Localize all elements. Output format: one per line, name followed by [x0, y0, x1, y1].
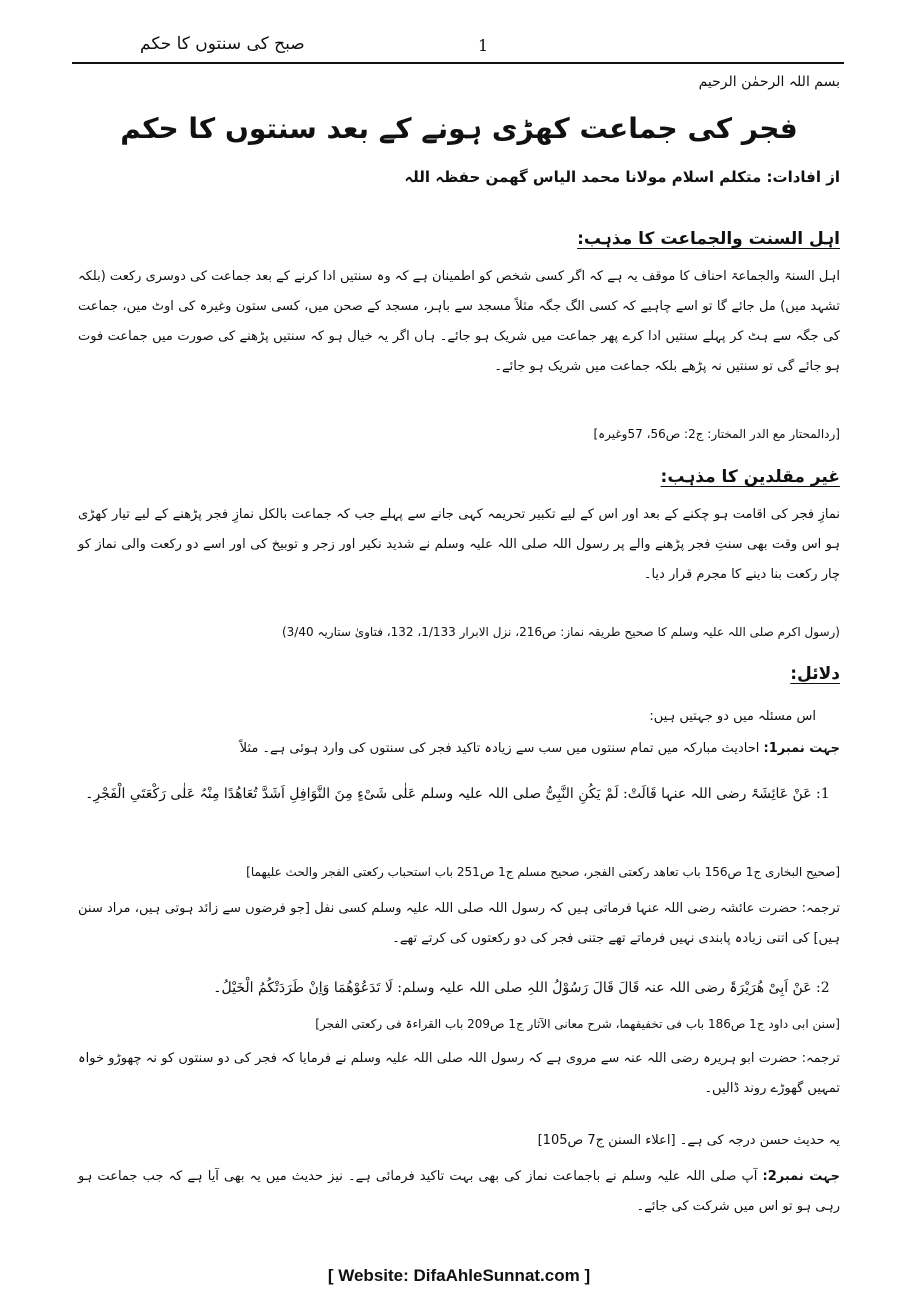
aspect-1-text: احادیث مبارکہ میں تمام سنتوں میں سب سے زیادہ تاکید فجر کی سنتوں کی وارد ہوئی ہے۔ مثلاً — [239, 741, 760, 756]
aspect-2-label: جہت نمبر2: — [762, 1169, 840, 1184]
hadith-2-arabic: عَنْ اَبِیْ ھُرَیْرَۃَ رضی اللہ عنہ قَالَ قَالَ رَسُوْلُ اللہِ صلی اللہ علیہ وسلم: لَا تَدَعُوْھُمَا وَاِنْ طَرَدَتْکُمُ الْخَیْلُ۔ — [213, 980, 812, 996]
section-heading-ghair-muqallideen: غیر مقلدین کا مذہب: — [660, 467, 840, 487]
aspect-1-label: جہت نمبر1: — [763, 741, 840, 756]
hadith-2-arabic-block — [78, 974, 840, 1002]
hadith-1-arabic: عَنْ عَائِشَۃَ رضی اللہ عنہا قَالَتْ: لَمْ یَکُنِ النَّبِیُّ صلی اللہ علیہ وسلم عَلٰی شَیْءٍ مِنَ النَّوَافِلِ اَشَدَّ تُعَاھُدًا مِنْہُ عَلٰی رَکْعَتَیِ الْفَجْرِ۔ — [85, 786, 812, 802]
running-header-title: صبح کی سنتوں کا حکم — [140, 34, 305, 54]
hadith-1-number: 1: — [816, 786, 830, 802]
hadith-2-number: 2: — [816, 980, 830, 996]
aspect-2-text: آپ صلی اللہ علیہ وسلم نے باجماعت نماز کی بھی بہت تاکید فرمائی ہے۔ نیز حدیث میں یہ بھی آیا ہے کہ جب جماعت ہو رہی ہو تو اس میں شرکت کی جائے۔ — [78, 1169, 840, 1214]
reference-rasool-akram: (رسول اکرم صلی اللہ علیہ وسلم کا صحیح طریقہ نماز: ص216، نزل الابرار 1/133، 132، فتاویٰ ستاریہ 3/40) — [281, 625, 840, 639]
page-title: فجر کی جماعت کھڑی ہونے کے بعد سنتوں کا حکم — [120, 112, 798, 145]
section-body-ghair-muqallideen: نمازِ فجر کی اقامت ہو چکنے کے بعد اور اس کے لیے تکبیر تحریمہ کہی جانے سے پہلے جب کہ جماعت بالکل نمازِ فجر پڑھنے کے لیے تیار کھڑی ہو اس وقت بھی سنتِ فجر پڑھنے والے پر رسول اللہ صلی اللہ علیہ وسلم نے شدید نکیر اور زجر و توبیخ کی اور اسے دو رکعت والی نماز کو چار رکعت بنا دینے کا مجرم قرار دیا۔ — [78, 507, 840, 582]
hadith-1-arabic-block — [78, 780, 840, 808]
aspect-2 — [78, 1162, 840, 1222]
hadith-1-reference: [صحیح البخاری ج1 ص156 باب تعاھد رکعتی الفجر، صحیح مسلم ج1 ص251 باب استحباب رکعتی الفجر والحث علیھما] — [246, 865, 840, 879]
bismillah: بسم اللہ الرحمٰن الرحیم — [698, 74, 840, 90]
hadith-2-grade: یہ حدیث حسن درجہ کی ہے۔ [اعلاء السنن ج7 ص105] — [537, 1133, 840, 1148]
section-heading-dalail: دلائل: — [790, 664, 840, 684]
website-footer: [ Website: DifaAhleSunnat.com ] — [327, 1266, 591, 1285]
page-number: 1 — [478, 36, 489, 55]
author-byline: از افادات: متکلم اسلام مولانا محمد الیاس گھمن حفظہ اللہ — [404, 168, 840, 186]
reference-radd-ul-muhtar: [ردالمحتار مع الدر المختار: ج2: ص56، 57وغیرہ] — [593, 427, 840, 441]
hadith-2-translation: ترجمہ: حضرت ابو ہریرہ رضی اللہ عنہ سے مروی ہے کہ رسول اللہ صلی اللہ علیہ وسلم نے فرمایا کہ فجر کی دو سنتوں کو نہ چھوڑو خواہ تمہیں گھوڑے روند ڈالیں۔ — [78, 1051, 840, 1096]
hadith-2-reference: [سنن ابی داود ج1 ص186 باب فی تخفیفھما، شرح معانی الآثار ج1 ص209 باب القراءۃ فی رکعتی الفجر] — [315, 1017, 840, 1031]
section-heading-ahle-sunnat: اہل السنت والجماعت کا مذہب: — [577, 229, 840, 249]
header-divider — [72, 62, 844, 64]
hadith-1-translation: ترجمہ: حضرت عائشہ رضی اللہ عنہا فرماتی ہیں کہ رسول اللہ صلی اللہ علیہ وسلم کسی نفل [جو فرضوں سے زائد ہوتی ہیں، مراد سنن ہیں] کی اتنی زیادہ پابندی نہیں فرماتے تھے جتنی فجر کی دو رکعتوں کی کرتے تھے۔ — [78, 901, 840, 946]
dalail-intro: اس مسئلہ میں دو جہتیں ہیں: — [649, 709, 816, 724]
aspect-1 — [78, 734, 840, 764]
section-body-ahle-sunnat: اہل السنۃ والجماعۃ احناف کا موقف یہ ہے کہ اگر کسی شخص کو اطمینان ہے کہ وہ سنتیں ادا کرنے کے بعد جماعت کی دوسری رکعت (بلکہ تشہد میں) مل جائے گا تو اسے چاہیے کہ کسی الگ جگہ مثلاً مسجد سے باہر، مسجد کے صحن میں، کسی ستون وغیرہ کی اوٹ میں، جماعت کی جگہ سے ہٹ کر پہلے سنتیں ادا کرے پھر جماعت میں شریک ہو جائے۔ ہاں اگر یہ خیال ہو کہ سنتیں پڑھنے کی صورت میں جماعت فوت ہو جائے گی تو سنتیں نہ پڑھے بلکہ جماعت میں شریک ہو جائے۔ — [78, 269, 840, 374]
